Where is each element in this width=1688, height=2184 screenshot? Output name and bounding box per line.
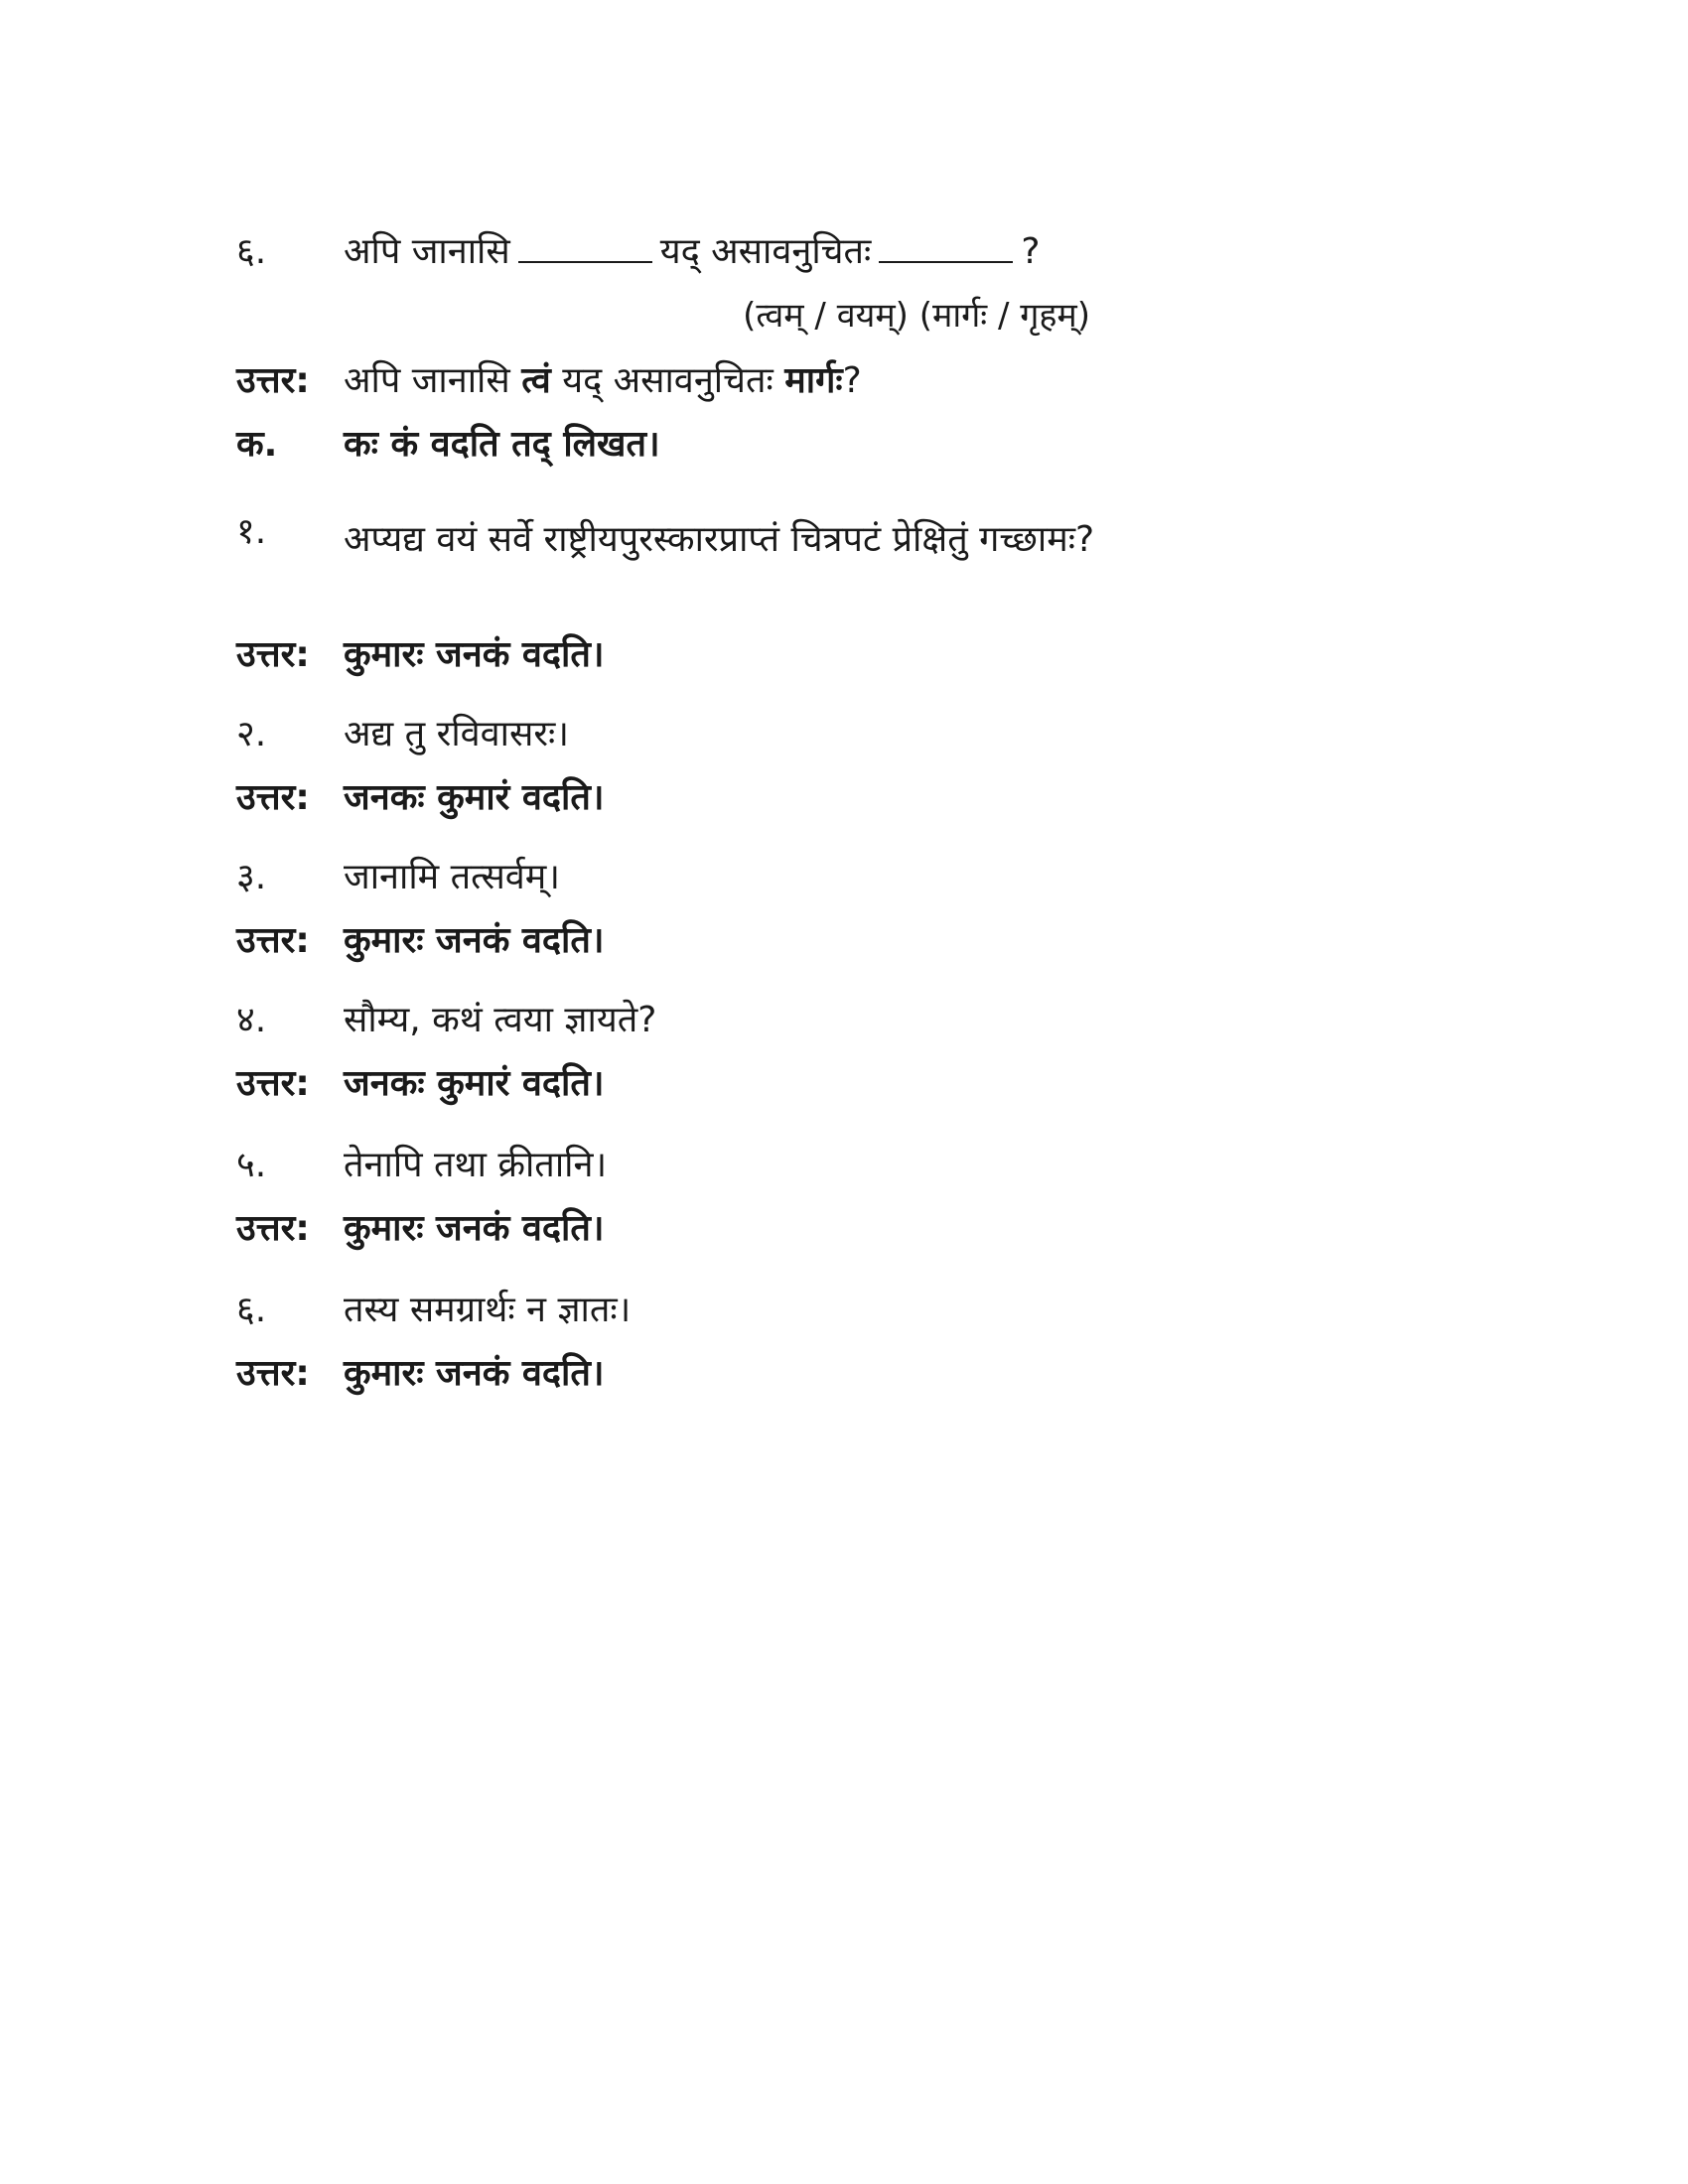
answer-text: कुमारः जनकं वदति। bbox=[344, 634, 605, 675]
answer-text: कुमारः जनकं वदति। bbox=[344, 920, 605, 961]
answer-text: अपि जानासि त्वं यद् असावनुचितः मार्गः? bbox=[344, 360, 862, 401]
answer-text: जनकः कुमारं वदति। bbox=[344, 777, 605, 818]
answer-label: उत्तर: bbox=[236, 777, 310, 818]
item-number: ५. bbox=[236, 1145, 267, 1185]
question-text: अपि जानासि यद् असावनुचितः ? bbox=[344, 224, 1040, 280]
item-text: तेनापि तथा क्रीतानि। bbox=[344, 1145, 608, 1185]
item-number: ३. bbox=[236, 857, 267, 897]
answer-text: कुमारः जनकं वदति। bbox=[344, 1208, 605, 1249]
answer-label: उत्तर: bbox=[236, 1208, 310, 1249]
options-text: (त्वम् / वयम्) (मार्गः / गृहम्) bbox=[743, 296, 1090, 336]
answer-label: उत्तर: bbox=[236, 360, 310, 401]
item-text: अद्य तु रविवासरः। bbox=[344, 714, 569, 754]
blank-2 bbox=[879, 225, 1013, 263]
item-number: ६. bbox=[236, 1290, 267, 1330]
answer-label: उत्तर: bbox=[236, 920, 310, 961]
item-text: सौम्य, कथं त्वया ज्ञायते? bbox=[344, 1000, 657, 1040]
answer-label: उत्तर: bbox=[236, 1063, 310, 1104]
item-number: ४. bbox=[236, 1000, 267, 1040]
item-text: अप्यद्य वयं सर्वे राष्ट्रीयपुरस्कारप्राप्तं चित्रपटं प्रेक्षितुं गच्छामः? bbox=[344, 519, 1095, 560]
answer-text: कुमारः जनकं वदति। bbox=[344, 1353, 605, 1394]
blank-1 bbox=[518, 225, 652, 263]
item-number: १. bbox=[236, 511, 267, 552]
section-title: कः कं वदति तद् लिखत। bbox=[344, 424, 660, 465]
section-number: क. bbox=[236, 424, 278, 465]
item-number: २. bbox=[236, 714, 267, 754]
answer-label: उत्तर: bbox=[236, 1353, 310, 1394]
answer-label: उत्तर: bbox=[236, 634, 310, 675]
item-text: तस्य समग्रार्थः न ज्ञातः। bbox=[344, 1290, 632, 1330]
question-number: ६. bbox=[236, 231, 267, 272]
answer-text: जनकः कुमारं वदति। bbox=[344, 1063, 605, 1104]
item-text: जानामि तत्सर्वम्। bbox=[344, 857, 560, 897]
